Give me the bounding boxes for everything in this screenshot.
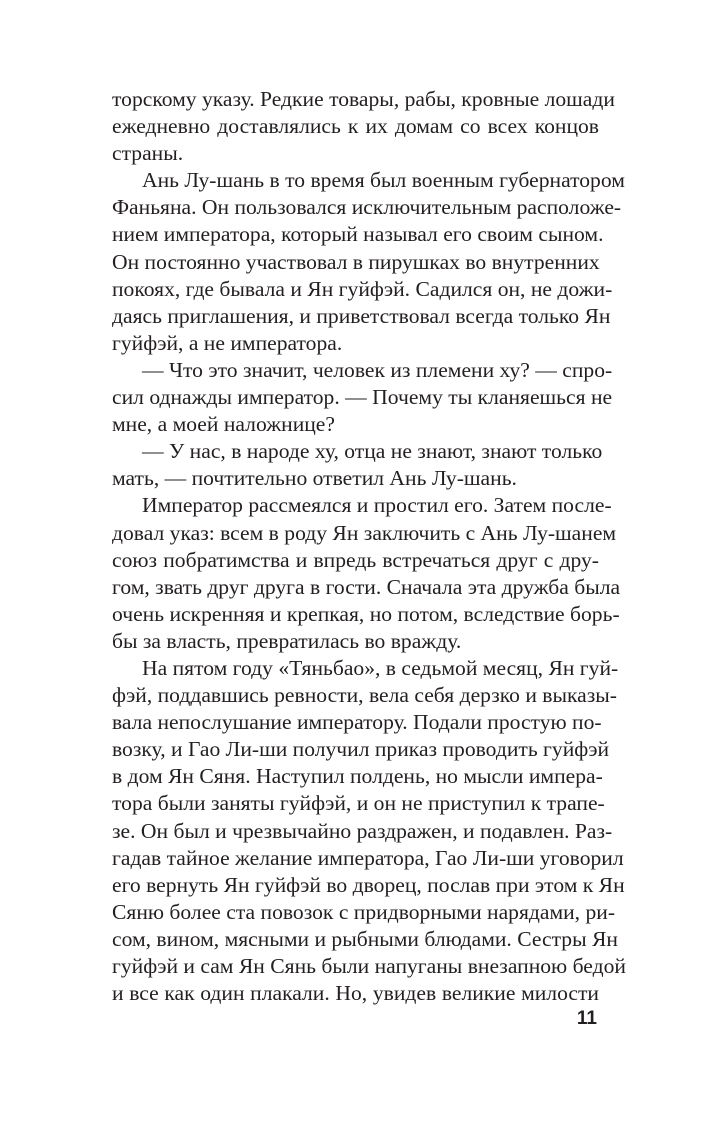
text-line: Сяню более ста повозок с придворными нарядами, ри- — [112, 899, 616, 924]
text-line: его вернуть Ян гуйфэй во дворец, послав при этом к Ян — [112, 872, 625, 897]
text-line: ежедневно доставлялись к их домам со всех концов — [112, 114, 599, 139]
text-line: нием императора, который называл его своим сыном. — [112, 222, 604, 247]
text-line: страны. — [112, 141, 184, 166]
text-line: покоях, где бывала и Ян гуйфэй. Садился он, не дожи- — [112, 276, 613, 301]
text-line: вала непослушание императору. Подали простую по- — [112, 710, 602, 735]
text-line: в дом Ян Сяня. Наступил полдень, но мысли импера- — [112, 764, 603, 789]
text-line: Фаньяна. Он пользовался исключительным расположе- — [112, 195, 622, 220]
text-line: довал указ: всем в роду Ян заключить с Ань Лу-шанем — [112, 520, 617, 545]
text-line: Император рассмеялся и простил его. Затем после- — [142, 493, 612, 518]
text-line: зе. Он был и чрезвычайно раздражен, и подавлен. Раз- — [112, 818, 613, 843]
text-line: На пятом году «Тяньбао», в седьмой месяц, Ян гуй- — [142, 655, 619, 680]
text-line: гуйфэй и сам Ян Сянь были напуганы внезапною бедой — [112, 954, 626, 978]
text-line: даясь приглашения, и приветствовал всегда только Ян — [112, 303, 611, 328]
text-line: гадав тайное желание императора, Гао Ли-ши уговорил — [112, 845, 624, 870]
text-line: очень искренняя и крепкая, но потом, вследствие борь- — [112, 601, 620, 626]
text-line: бы за власть, превратилась во вражду. — [112, 628, 462, 653]
text-line: Ань Лу-шань в то время был военным губернатором — [142, 168, 625, 193]
text-line: сом, вином, мясными и рыбными блюдами. Сестры Ян — [112, 926, 618, 951]
text-line: мать, — почтительно ответил Ань Лу-шань. — [112, 466, 517, 491]
page-body — [112, 86, 626, 1007]
text-line: сил однажды император. — Почему ты кланяешься не — [112, 385, 613, 410]
text-line: — У нас, в народе ху, отца не знают, знают только — [142, 439, 603, 464]
text-line: союз побратимства и впредь встречаться друг с дру- — [112, 547, 599, 572]
text-line: возку, и Гао Ли-ши получил приказ проводить гуйфэй — [112, 737, 610, 762]
text-line: фэй, поддавшись ревности, вела себя дерзко и выказы- — [112, 683, 617, 708]
text-line: гом, звать друг друга в гости. Сначала эта дружба была — [112, 574, 621, 599]
text-line: гуйфэй, а не императора. — [112, 330, 343, 355]
text-line: тора были заняты гуйфэй, и он не приступил к трапе- — [112, 791, 605, 816]
text-line: и все как один плакали. Но, увидев великие милости — [112, 981, 599, 1006]
text-line: Он постоянно участвовал в пирушках во внутренних — [112, 249, 600, 274]
text-line: торскому указу. Редкие товары, рабы, кровные лошади — [112, 87, 615, 111]
text-line: — Что это значит, человек из племени ху? — спро- — [142, 357, 613, 382]
text-line: мне, а моей наложнице? — [112, 412, 335, 437]
page-number: 11 — [576, 1008, 597, 1029]
